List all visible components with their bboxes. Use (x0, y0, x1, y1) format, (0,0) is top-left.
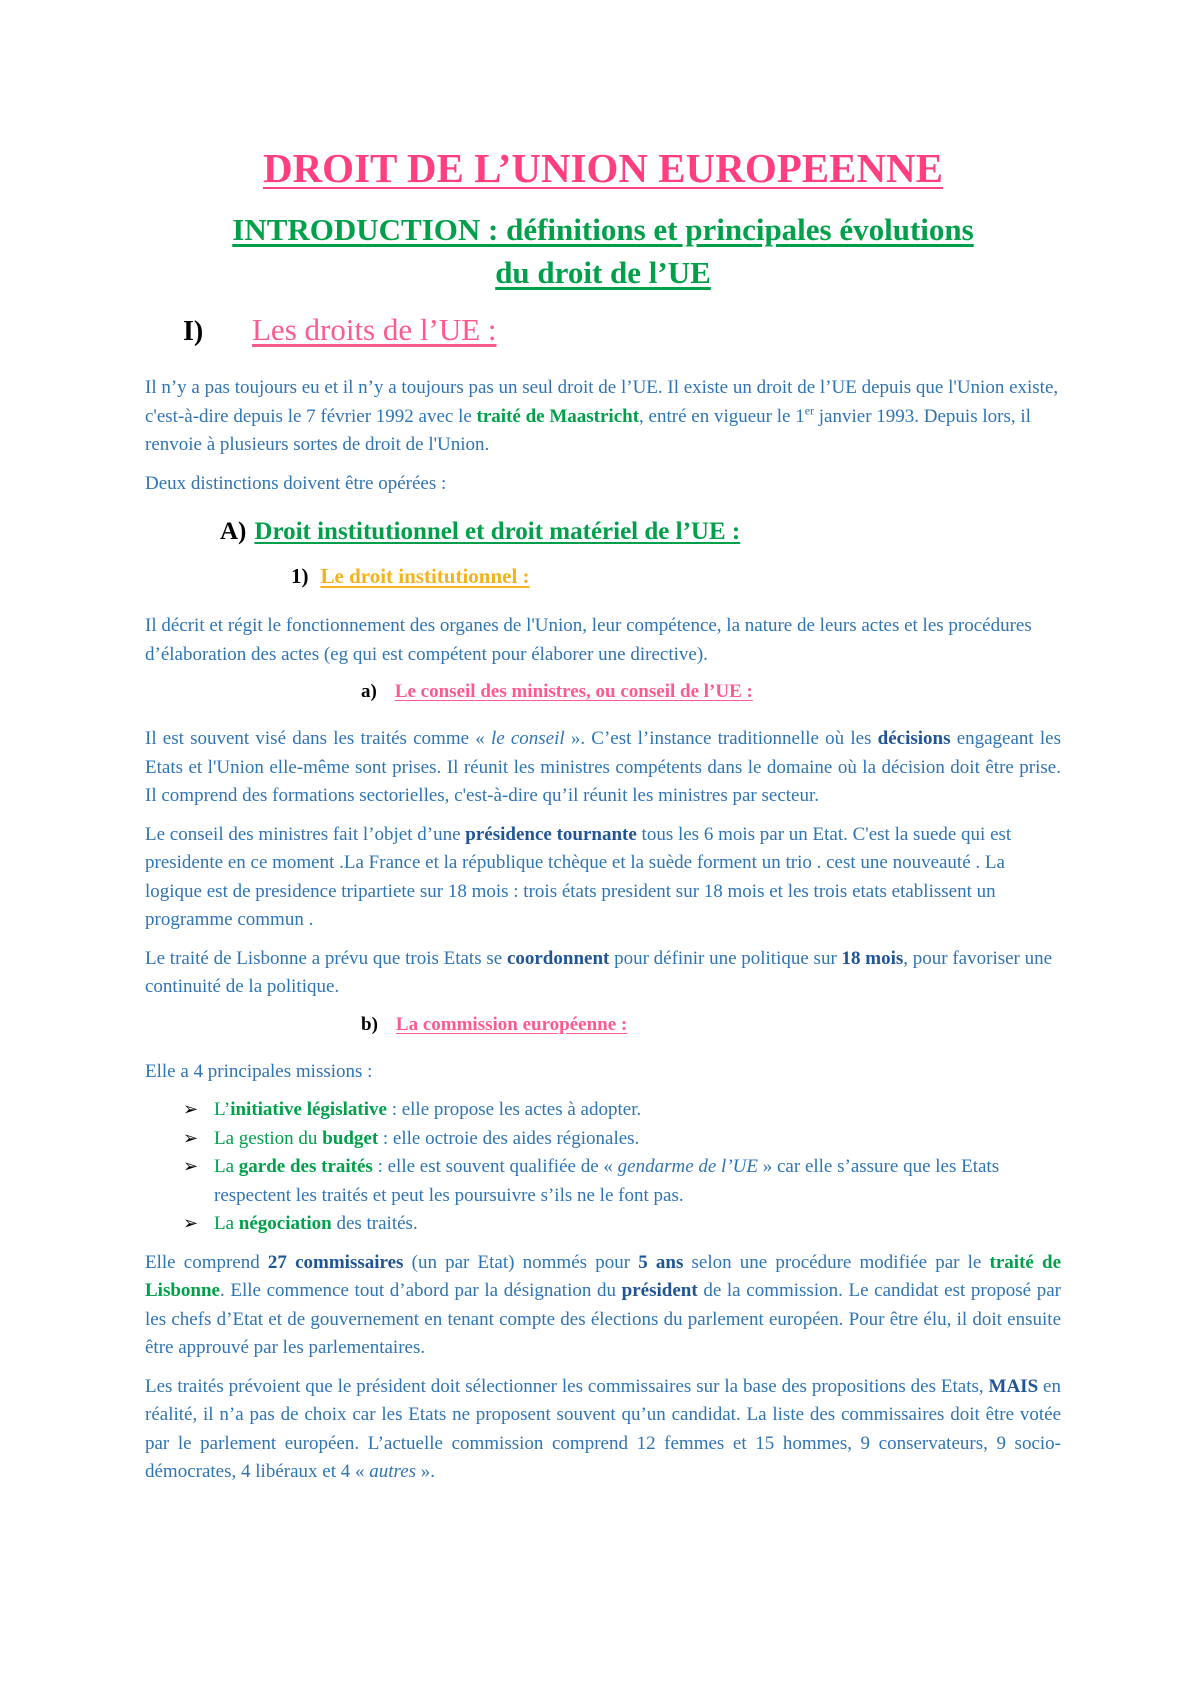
list-item (183, 1210, 1061, 1239)
list-item (183, 1125, 1061, 1154)
text-run: Le conseil des ministres fait l’objet d’une (145, 823, 466, 845)
bold-text: 18 mois (841, 947, 904, 969)
text-run: L’ (214, 1099, 231, 1120)
text-run: des traités. (331, 1213, 418, 1234)
section-b-title: La commission européenne : (395, 1013, 628, 1035)
italic-text: gendarme de l’UE (617, 1156, 758, 1177)
paragraph-7: Elle a 4 principales missions : (145, 1060, 373, 1082)
paragraph-1 (145, 374, 1061, 460)
section-I-title: Les droits de l’UE : (252, 312, 497, 347)
text-run: selon une procédure modifiée par le (683, 1251, 990, 1273)
section-A-heading (220, 518, 1061, 558)
paragraph-9 (145, 1373, 1061, 1487)
subtitle-line-1: INTRODUCTION : définitions et principales évolutions (232, 212, 974, 247)
list-item (183, 1096, 1061, 1125)
text-run: . Elle commence tout d’abord par la désignation du (219, 1280, 622, 1301)
text-run: Le traité de Lisbonne a prévu que trois Etats se (145, 947, 507, 969)
section-A-number: A) (220, 518, 247, 545)
text-run: Il n’y a pas toujours eu et il n’y a toujours pas un seul droit de l’UE. Il existe un droit de l’UE depuis que l'Union existe, c'est-à-dire depuis le 7 février 1992 avec le (145, 377, 1059, 427)
bold-text: présidence tournante (465, 823, 637, 845)
section-b-number: b) (361, 1013, 378, 1035)
text-run: La (214, 1156, 239, 1177)
list-item (183, 1153, 1061, 1210)
superscript: er (804, 403, 815, 418)
text-run: : elle est souvent qualifiée de « (372, 1156, 618, 1177)
paragraph-5 (145, 821, 1061, 935)
bold-text: décisions (877, 728, 951, 749)
section-a-number: a) (361, 681, 377, 702)
treaty-lisbonne: traité de Lisbonne (145, 1251, 1061, 1301)
treaty-maastricht: traité de Maastricht (476, 405, 640, 427)
text-run: ». C’est l’instance traditionnelle où les (564, 728, 878, 749)
bold-text: coordonnent (506, 947, 610, 969)
text-run: La gestion du (214, 1127, 323, 1149)
paragraph-4 (145, 725, 1061, 811)
page-content (145, 140, 1061, 1487)
paragraph-2: Deux distinctions doivent être opérées : (145, 472, 447, 494)
paragraph-3: Il décrit et régit le fonctionnement des organes de l'Union, leur compétence, la nature de leurs actes et les procédures d’élaboration des actes (eg qui est compétent pour élaborer une directive). (145, 615, 1032, 665)
section-1-title: Le droit institutionnel : (320, 564, 530, 588)
section-b-heading (361, 1014, 1061, 1050)
arrowhead-bullet-icon: ➢ (183, 1099, 199, 1120)
section-a-title: Le conseil des ministres, ou conseil de l’UE : (394, 681, 753, 702)
section-I-heading (183, 312, 1061, 358)
arrowhead-bullet-icon: ➢ (183, 1213, 199, 1234)
text-run: Les traités prévoient que le président doit sélectionner les commissaires sur la base des propositions des Etats, (145, 1375, 989, 1397)
text-run: Il est souvent visé dans les traités comme « (145, 728, 491, 749)
paragraph-6 (145, 945, 1061, 1002)
arrowhead-bullet-icon: ➢ (183, 1156, 199, 1177)
missions-list (145, 1096, 1061, 1239)
text-run: tous les 6 mois par un Etat. C'est la suede qui est presidente en ce moment .La France et la république tchèque et la suède forment un trio . cest une nouveauté . La logique est de presidence tripartiete sur 18 mois : trois états president sur 18 mois et les trois etats etablissent un programme commun . (145, 823, 1012, 930)
subtitle-line-2: du droit de l’UE (495, 255, 711, 290)
text-run: » car elle s’assure que les Etats respectent les traités et peut les poursuivre s’ils ne le font pas. (214, 1156, 1000, 1206)
bold-text: garde des traités (238, 1156, 373, 1177)
text-run: , pour favoriser une continuité de la politique. (145, 947, 1053, 997)
paragraph-8 (145, 1249, 1061, 1363)
bold-text: initiative législative (230, 1099, 387, 1120)
bold-text: 5 ans (638, 1251, 684, 1273)
italic-text: le conseil (490, 728, 565, 749)
text-run: : elle propose les actes à adopter. (386, 1099, 642, 1120)
bold-text: 27 commissaires (267, 1251, 404, 1273)
document-subtitle (145, 208, 1061, 294)
text-run: en réalité, il n’a pas de choix car les Etats ne proposent souvent qu’un candidat. La liste des commissaires doit être votée par le parlement européen. L’actuelle commission comprend 12 femmes et 15 hommes, 9 conservateurs, 9 socio-démocrates, 4 libéraux et 4 « (145, 1375, 1061, 1482)
section-I-number: I) (183, 316, 204, 347)
text-run: Elle comprend (145, 1251, 268, 1273)
bold-text: négociation (238, 1213, 332, 1234)
bold-text: budget (322, 1127, 379, 1149)
italic-text: autres (369, 1461, 417, 1482)
section-A-title: Droit institutionnel et droit matériel de l’UE : (254, 518, 741, 545)
bold-text: président (621, 1280, 698, 1301)
section-1-heading (291, 564, 1061, 600)
text-run: engageant les Etats et l'Union elle-même sont prises. Il réunit les ministres compétents dans le domaine où la décision doit être prise. Il comprend des formations sectorielles, c'est-à-dire qu’il réunit les ministres par secteur. (145, 728, 1062, 806)
text-run: janvier 1993. Depuis lors, il renvoie à plusieurs sortes de droit de l'Union. (145, 405, 1031, 455)
text-run: (un par Etat) nommés pour (403, 1251, 639, 1273)
section-1-number: 1) (291, 564, 309, 588)
text-run: de la commission. Le candidat est proposé par les chefs d’Etat et de gouvernement en tenant compte des élections du parlement européen. Pour être élu, il doit ensuite être approuvé par les parlementaires. (145, 1280, 1061, 1358)
text-run: ». (416, 1461, 436, 1482)
text-run: La (214, 1213, 239, 1234)
arrowhead-bullet-icon: ➢ (183, 1127, 199, 1149)
document-title: DROIT DE L’UNION EUROPEENNE (262, 145, 944, 191)
text-run: , entré en vigueur le 1 (639, 405, 805, 427)
text-run: : elle octroie des aides régionales. (378, 1127, 640, 1149)
bold-text: MAIS (988, 1375, 1039, 1397)
text-run: pour définir une politique sur (609, 947, 842, 969)
section-a-heading (361, 681, 1061, 717)
